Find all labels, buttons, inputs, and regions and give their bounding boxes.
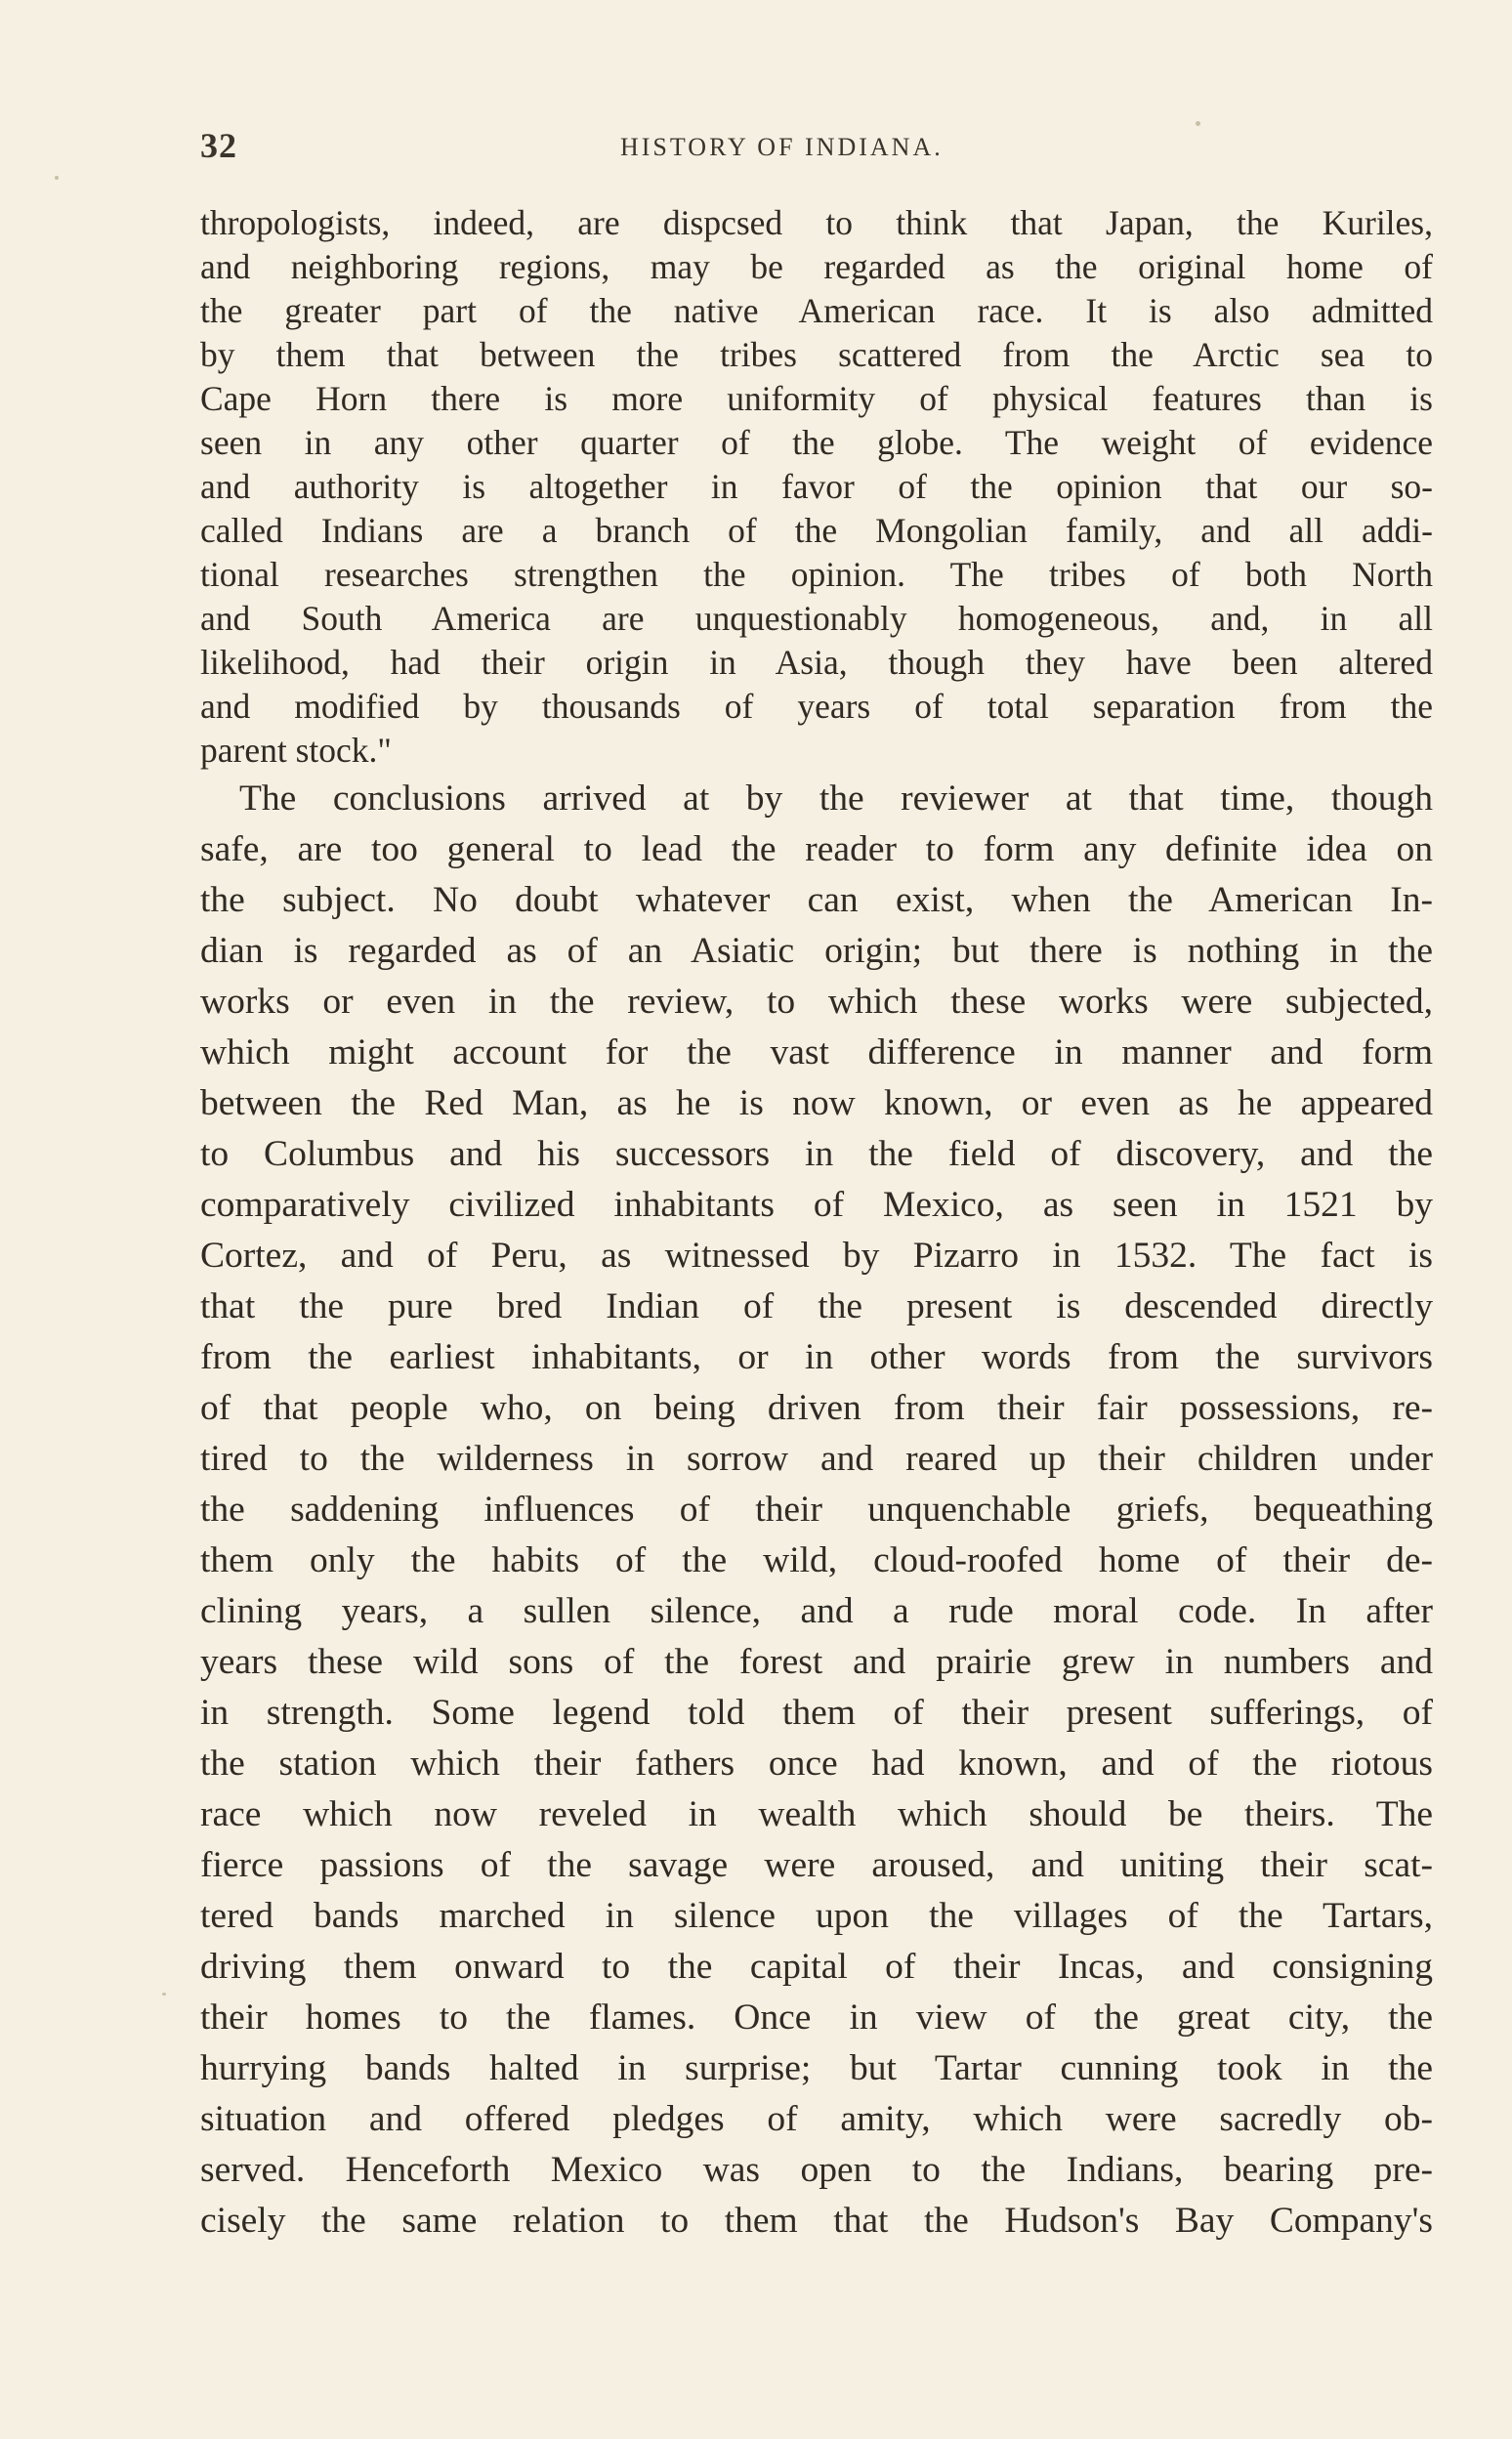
text-line: parent stock."	[200, 731, 392, 770]
text-line: comparatively civilized inhabitants of Mexico, as seen in 1521 by	[200, 1185, 1433, 1225]
text-line: in strength. Some legend told them of their present sufferings, of	[200, 1693, 1433, 1733]
text-line: situation and offered pledges of amity, which were sacredly ob-	[200, 2099, 1433, 2139]
quote-paragraph	[200, 201, 1433, 773]
text-line: which might account for the vast difference in manner and form	[200, 1032, 1433, 1072]
text-line: tered bands marched in silence upon the villages of the Tartars,	[200, 1896, 1433, 1936]
text-line: driving them onward to the capital of their Incas, and consigning	[200, 1947, 1433, 1987]
text-line: fierce passions of the savage were aroused, and uniting their scat-	[200, 1845, 1433, 1885]
text-line: their homes to the flames. Once in view of the great city, the	[200, 1997, 1433, 2038]
text-line: clining years, a sullen silence, and a rude moral code. In after	[200, 1591, 1433, 1631]
text-line: thropologists, indeed, are dispcsed to think that Japan, the Kuriles,	[200, 203, 1433, 242]
text-line: and neighboring regions, may be regarded as the original home of	[200, 247, 1433, 286]
text-line: the greater part of the native American race. It is also admitted	[200, 291, 1433, 330]
text-line: dian is regarded as of an Asiatic origin; but there is nothing in the	[200, 931, 1433, 971]
text-line: called Indians are a branch of the Mongolian family, and all addi-	[200, 511, 1433, 550]
text-line: the station which their fathers once had known, and of the riotous	[200, 1744, 1433, 1784]
page-header	[200, 125, 1441, 174]
text-line: works or even in the review, to which these works were subjected,	[200, 982, 1433, 1022]
text-line: likelihood, had their origin in Asia, though they have been altered	[200, 643, 1433, 682]
text-line: that the pure bred Indian of the present is descended directly	[200, 1286, 1433, 1326]
text-line: hurrying bands halted in surprise; but Tartar cunning took in the	[200, 2048, 1433, 2088]
text-line: to Columbus and his successors in the field of discovery, and the	[200, 1134, 1433, 1174]
text-line: and South America are unquestionably homogeneous, and, in all	[200, 599, 1433, 638]
text-line: years these wild sons of the forest and prairie grew in numbers and	[200, 1642, 1433, 1682]
text-line: from the earliest inhabitants, or in other words from the survivors	[200, 1337, 1433, 1377]
text-line: by them that between the tribes scattered from the Arctic sea to	[200, 335, 1433, 374]
text-line: of that people who, on being driven from their fair possessions, re-	[200, 1388, 1433, 1428]
paper-speck	[55, 176, 59, 180]
text-line: tired to the wilderness in sorrow and reared up their children under	[200, 1439, 1433, 1479]
text-line: them only the habits of the wild, cloud-roofed home of their de-	[200, 1540, 1433, 1580]
paper-speck	[162, 1993, 166, 1996]
text-line: seen in any other quarter of the globe. The weight of evidence	[200, 423, 1433, 462]
text-line: race which now reveled in wealth which should be theirs. The	[200, 1794, 1433, 1834]
text-line: Cortez, and of Peru, as witnessed by Pizarro in 1532. The fact is	[200, 1236, 1433, 1276]
text-line: and modified by thousands of years of total separation from the	[200, 687, 1433, 726]
text-line: the saddening influences of their unquenchable griefs, bequeathing	[200, 1490, 1433, 1530]
page-number: 32	[200, 126, 237, 165]
paper-speck	[1196, 121, 1200, 126]
text-line: cisely the same relation to them that the Hudson's Bay Company's	[200, 2201, 1433, 2241]
running-title: HISTORY OF INDIANA.	[620, 133, 944, 161]
text-line: between the Red Man, as he is now known, or even as he appeared	[200, 1083, 1433, 1123]
text-line: and authority is altogether in favor of the opinion that our so-	[200, 467, 1433, 506]
text-line: The conclusions arrived at by the reviewer at that time, though	[239, 778, 1433, 819]
text-line: Cape Horn there is more uniformity of physical features than is	[200, 379, 1433, 418]
text-line: the subject. No doubt whatever can exist, when the American In-	[200, 880, 1433, 920]
text-line: safe, are too general to lead the reader to form any definite idea on	[200, 829, 1433, 869]
body-paragraph	[200, 774, 1433, 2247]
text-line: served. Henceforth Mexico was open to the Indians, bearing pre-	[200, 2150, 1433, 2190]
text-line: tional researches strengthen the opinion. The tribes of both North	[200, 555, 1433, 594]
